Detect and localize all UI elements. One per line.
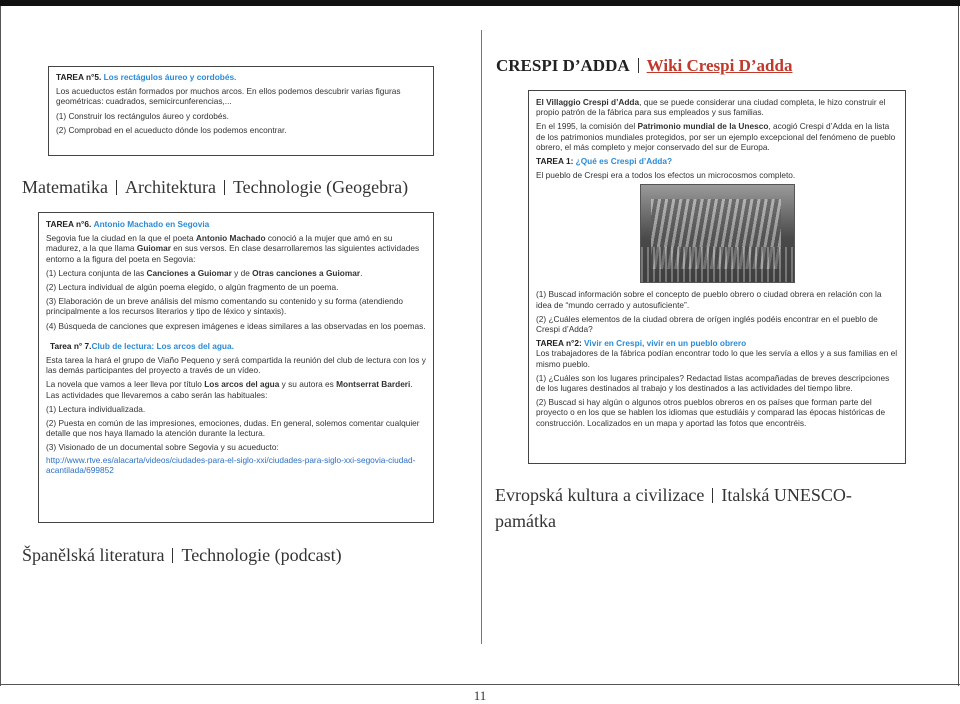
caption-math-2: Architektura [124,177,216,197]
crespi-title-name: CRESPI D’ADDA [496,56,630,75]
frame-left [0,6,1,686]
task-6-item-3: (3) Elaboración de un breve análisis del mismo comentando su contenido y su forma (atendiendo principalmente a los recursos literarios y tipo de léxico y sintaxis). [46,296,403,317]
task-6-intro: Segovia fue la ciudad en la que el poeta Antonio Machado conoció a la mujer que amó en su madurez, a la que llama Guiomar en sus versos. En clase desarrollaremos las siguientes actividades entorno a la figura del poeta en Segovia: [46,233,420,264]
top-border [0,0,960,6]
crespi-para-2: En el 1995, la comisión del Patrimonio mundial de la Unesco, acogió Crespi d’Adda en la lista de los patrimonios mundiales protegidos, por ser un ejemplo excepcional del fenómeno de pueblo obrero, el más completo y mejor conservado del sur de Europa. [536,121,896,152]
crespi-task-2-item-2: (2) Buscad si hay algún o algunos otros pueblos obreros en os países que forman parte del proyecto o en los que se hablen los idiomas que estudiáis y comparad las épocas históricas de construcción. Localizados en un mapa y aportad las fotos que encontréis. [536,397,886,428]
crespi-question-2: (2) ¿Cuáles elementos de la ciudad obrera de orígen inglés podéis encontrar en el pueblo de Crespi d’Adda? [536,313,878,335]
caption-spanish-2: Technologie (podcast) [181,545,342,565]
caption-math-1: Matematika [22,177,108,197]
column-divider [481,30,482,644]
crespi-task-1-text: El pueblo de Crespi era a todos los efectos un microcosmos completo. [536,170,796,181]
task-7-title: Club de lectura: Los arcos del agua. [91,340,234,351]
caption-math-3: Technologie (Geogebra) [232,177,409,197]
task-6-item-4: (4) Búsqueda de canciones que expresen imágenes e ideas similares a las observadas en los poemas. [46,320,426,331]
caption-separator [116,180,117,195]
task-6-label: TAREA n°6. [46,219,92,229]
caption-spanish [22,545,342,566]
crespi-para-1: El Villaggio Crespi d’Adda, que se puede considerar una ciudad completa, le hizo construir el propio patrón de la fábrica para sus empleados y sus familias. [536,97,886,118]
task-6-item-1: (1) Lectura conjunta de las Canciones a Guiomar y de Otras canciones a Guiomar. [46,267,363,278]
frame-right [958,6,959,686]
crespi-aerial-photo [640,184,795,283]
task-7-para-2: La novela que vamos a leer lleva por título Los arcos del agua y su autora es Montserrat Barderi. Las actividades que llevaremos a cabo serán las habituales: [46,379,413,400]
crespi-task-1-title: ¿Qué es Crespi d’Adda? [575,156,673,167]
task-5-item-1: (1) Construir los rectángulos áureo y cordobés. [56,110,229,121]
frame-bottom [0,684,960,685]
caption-spanish-1: Španělská literatura [22,545,165,565]
title-separator [638,58,639,73]
task-6-7-box [38,212,434,523]
caption-europe-line-2: památka [495,511,556,531]
crespi-box [528,90,906,464]
page-number: 11 [473,688,487,703]
task-5-box [48,66,434,156]
crespi-question-1: (1) Buscad información sobre el concepto de pueblo obrero o ciudad obrera en relación con la idea de “mundo cerrado y autosuficiente”. [536,289,882,310]
caption-europe [495,485,852,506]
task-5-item-2: (2) Comprobad en el acueducto dónde los podemos encontrar. [56,124,287,135]
task-7-label: Tarea n° 7. [50,340,92,351]
task-6-item-2: (2) Lectura individual de algún poema elegido, o algún fragmento de un poema. [46,282,339,293]
caption-europe-2: Italská UNESCO- [721,485,852,505]
crespi-task-1-label: TAREA 1: [536,156,574,167]
crespi-task-2-item-1: (1) ¿Cuáles son los lugares principales? Redactad listas acompañadas de breves descripciones de los lugares destinados al trabajo y los destinados a las actividades del tiempo libre. [536,372,890,394]
task-6-title: Antonio Machado en Segovia [93,219,210,229]
wiki-crespi-link[interactable]: Wiki Crespi D’adda [646,56,793,75]
caption-europe-1: Evropská kultura a civilizace [495,485,705,505]
caption-separator [224,180,225,195]
crespi-task-2-title: Vivir en Crespi, vivir en un pueblo obrero [584,338,747,349]
task-7-item-2: (2) Puesta en común de las impresiones, emociones, dudas. En general, solemos comentar cualquier detalle que nos haya llamado la atención durante la lectura. [46,418,420,439]
caption-separator [712,488,713,503]
task-5-intro: Los acueductos están formados por muchos arcos. En ellos podemos descubrir varias figuras geométricas: cuadrados, semicircunferencias,... [56,86,401,107]
documentary-link[interactable]: http://www.rtve.es/alacarta/videos/ciudades-para-el-siglo-xxi/ciudades-para-siglo-xxi-segovia-ciudad-acantilada/699852 [46,454,416,475]
task-5-label: TAREA n°5. [56,72,102,82]
photo-field [641,247,794,282]
crespi-title [496,56,792,76]
task-7-item-1: (1) Lectura individualizada. [46,403,146,414]
crespi-task-2-text: Los trabajadores de la fábrica podían encontrar todo lo que les servía a ellos y a sus familias en el mismo pueblo. [536,348,898,369]
caption-math [22,177,408,198]
task-7-para-1: Esta tarea la hará el grupo de Viaño Pequeno y será compartida la reunión del club de lectura con los y las demás participantes del proyecto a través de un vídeo. [46,355,426,376]
crespi-task-2-label: TAREA n°2: [536,338,582,349]
task-7-item-3: (3) Visionado de un documental sobre Segovia y su acueducto: [46,442,279,453]
task-5-title: Los rectágulos áureo y cordobés. [103,72,237,82]
caption-separator [172,548,173,563]
